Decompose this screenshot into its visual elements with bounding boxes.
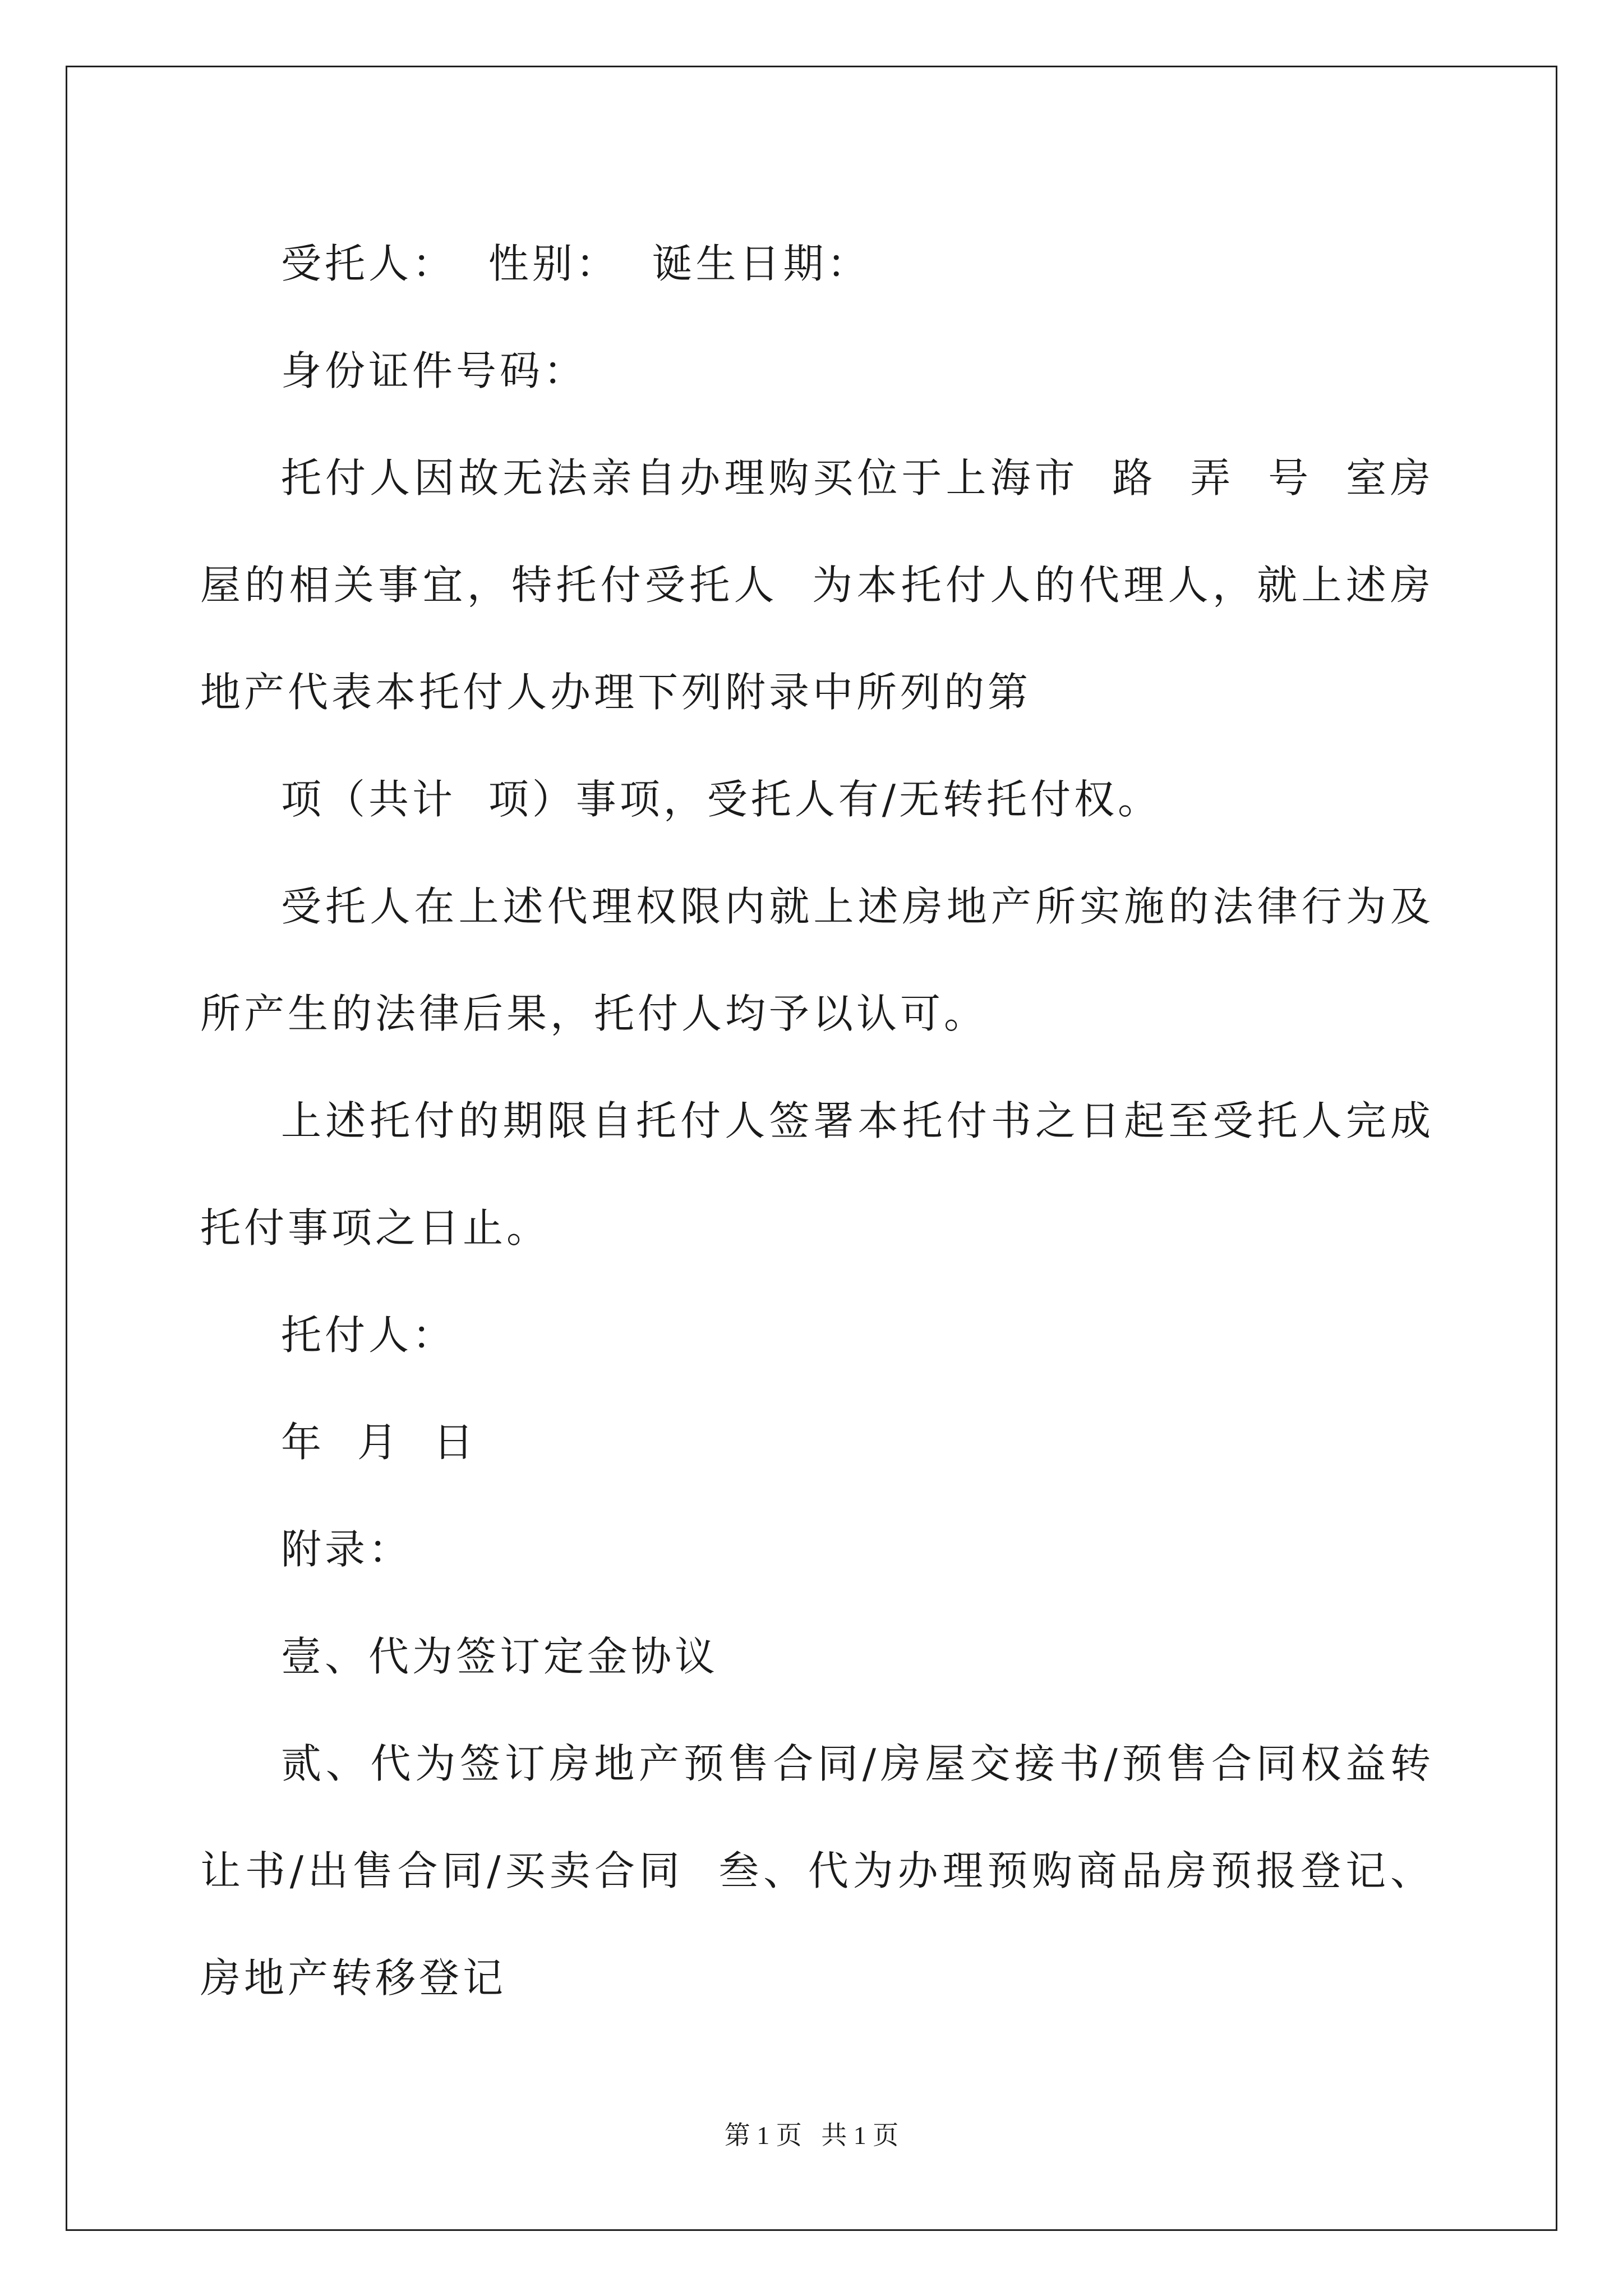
- principal-signature-line: 托付人：: [281, 1312, 457, 1359]
- items-paragraph: 项（共计 项）事项，受托人有/无转托付权。: [281, 776, 1162, 823]
- authorization-paragraph: 托付人因故无法亲自办理购买位于上海市 路 弄 号 室房屋的相关事宜，特托付受托人 为本托付人的代理人，就上述房地产代表本托付人办理下列附录中所列的第: [200, 454, 1434, 716]
- appendix-heading: 附录：: [281, 1526, 413, 1573]
- id-number-line: 身份证件号码：: [281, 347, 588, 394]
- document-body: [200, 210, 1434, 2032]
- legal-consequence-paragraph: 受托人在上述代理权限内就上述房地产所实施的法律行为及所产生的法律后果，托付人均予以认可。: [200, 883, 1434, 1037]
- appendix-item-2-3: 贰、代为签订房地产预售合同/房屋交接书/预售合同权益转让书/出售合同/买卖合同 叁、代为办理预购商品房预报登记、房地产转移登记: [200, 1740, 1434, 2001]
- term-paragraph: 上述托付的期限自托付人签署本托付书之日起至受托人完成托付事项之日止。: [200, 1097, 1434, 1251]
- date-line: 年 月 日: [281, 1419, 477, 1466]
- page-footer: 第 1 页 共 1 页: [724, 2121, 899, 2150]
- trustee-info-line: 受托人： 性别： 诞生日期：: [281, 240, 871, 287]
- appendix-item-1: 壹、代为签订定金协议: [281, 1633, 719, 1680]
